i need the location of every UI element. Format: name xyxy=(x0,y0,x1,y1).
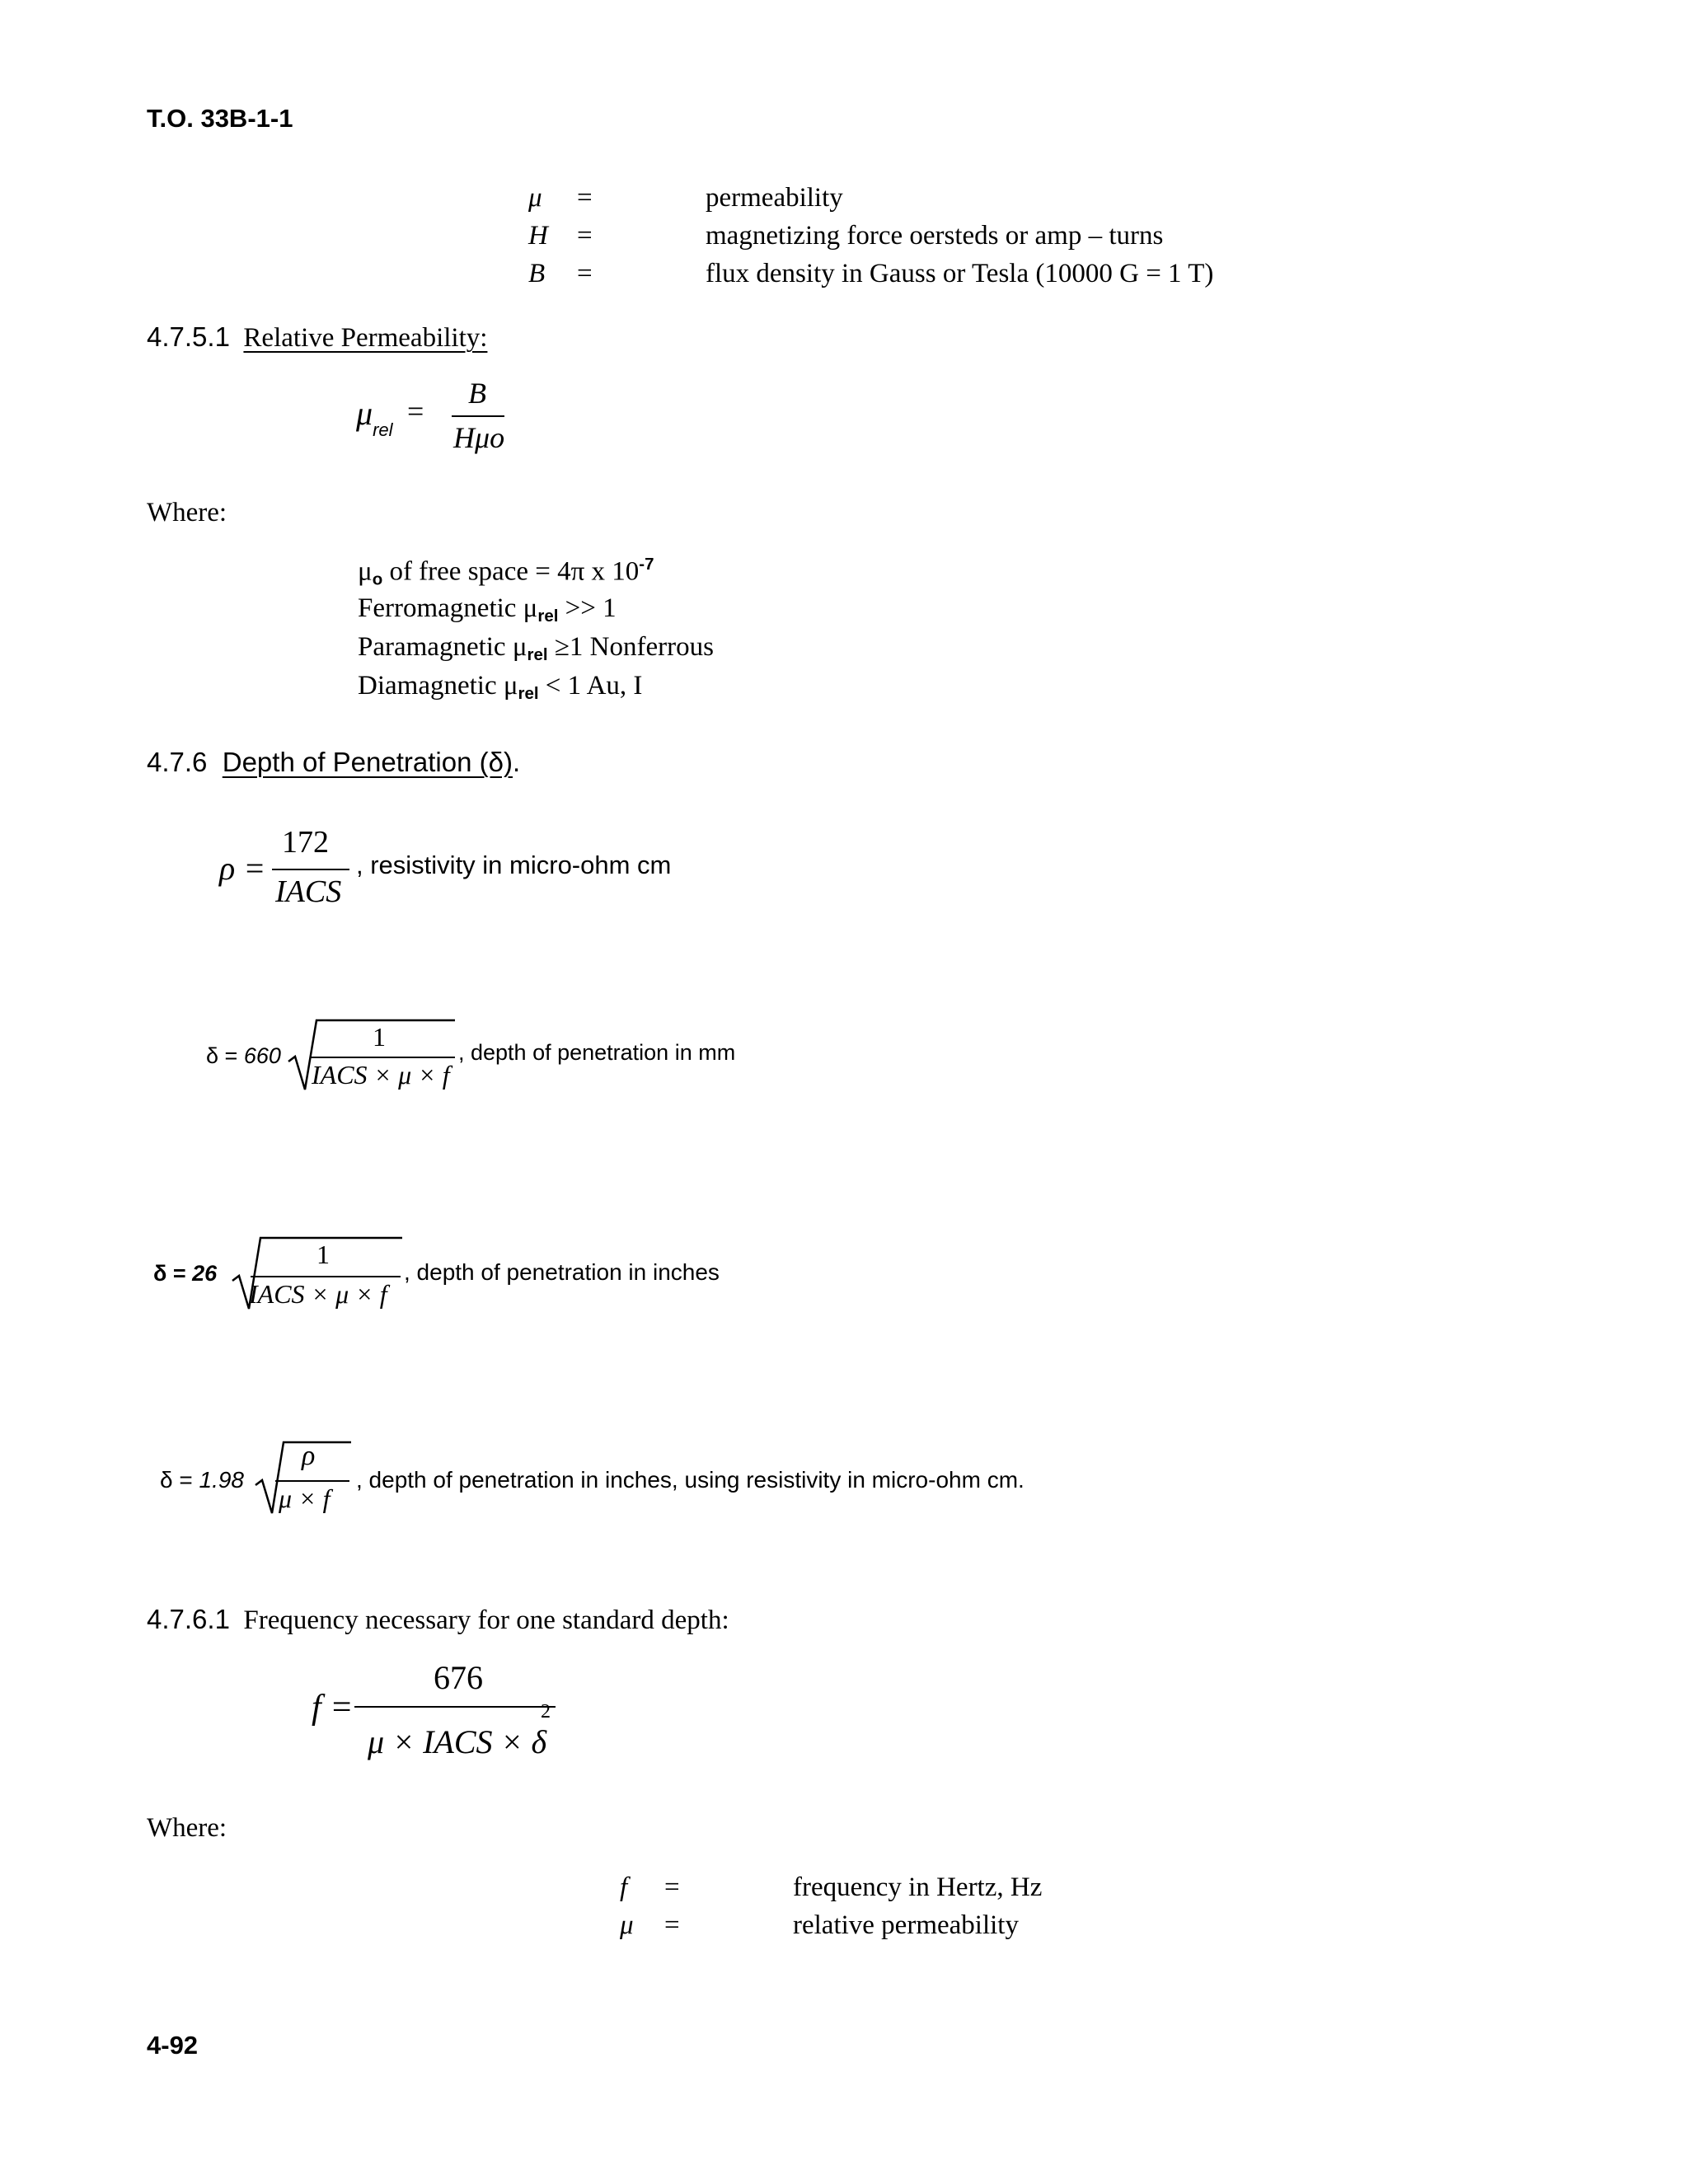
equation-denominator: IACS × μ × f xyxy=(249,1279,387,1309)
equation-lhs: ρ = xyxy=(219,850,266,887)
def-description: flux density in Gauss or Tesla (10000 G = 1 T) xyxy=(706,259,1214,288)
def-symbol: μ xyxy=(528,183,542,213)
def-description: relative permeability xyxy=(793,1910,1019,1940)
where-label: Where: xyxy=(147,1813,227,1843)
def-symbol: B xyxy=(528,259,546,288)
where-label: Where: xyxy=(147,498,227,527)
equation-numerator: 1 xyxy=(373,1022,386,1052)
section-title: Depth of Penetration (δ) xyxy=(222,747,513,777)
note-ferromagnetic: Ferromagnetic $\mu_{rel} >> 1$ xyxy=(358,593,617,626)
formula-equals: = xyxy=(407,395,424,428)
equation-numerator: 172 xyxy=(282,825,329,860)
def-symbol: H xyxy=(528,221,548,251)
formula-numerator: B xyxy=(468,377,486,410)
equation-lhs: δ = 1.98 xyxy=(160,1467,244,1493)
def-description: permeability xyxy=(706,183,843,213)
document-id: T.O. 33B-1-1 xyxy=(147,104,293,133)
section-heading-4751 xyxy=(147,321,487,354)
equation-description: , depth of penetration in inches, using resistivity in micro-ohm cm. xyxy=(356,1467,1025,1493)
section-number: 4.7.6.1 xyxy=(147,1604,230,1634)
equation-lhs: δ = 26 xyxy=(153,1261,218,1286)
section-title: Relative Permeability: xyxy=(243,323,488,353)
formula-lhs: $\mu_{rel}$ xyxy=(356,395,393,440)
def-description: magnetizing force oersteds or amp – turns xyxy=(706,221,1164,251)
fraction-bar xyxy=(310,1057,455,1058)
equation-description: , depth of penetration in inches xyxy=(404,1259,720,1285)
equation-numerator: ρ xyxy=(302,1441,316,1471)
def-description: frequency in Hertz, Hz xyxy=(793,1872,1043,1902)
equation-numerator: 1 xyxy=(316,1240,330,1269)
equation-denominator: IACS × μ × f xyxy=(312,1060,450,1090)
def-symbol: f xyxy=(620,1872,628,1902)
section-number: 4.7.5.1 xyxy=(147,321,230,352)
def-symbol: μ xyxy=(620,1910,634,1940)
def-equals: = xyxy=(577,259,593,288)
equation-denominator: IACS xyxy=(275,874,342,909)
equation-description: , resistivity in micro-ohm cm xyxy=(356,851,672,879)
def-equals: = xyxy=(577,183,593,213)
page-number: 4-92 xyxy=(147,2031,199,2060)
fraction-bar xyxy=(272,869,349,870)
equation-denominator: μ × f xyxy=(279,1483,331,1513)
section-heading-4761 xyxy=(147,1604,729,1636)
equation-exponent: 2 xyxy=(541,1701,551,1722)
fraction-bar xyxy=(452,415,504,417)
def-equals: = xyxy=(664,1910,680,1940)
note-free-space: $\mu_o$ of free space = 4π x $10^{-7}$ xyxy=(358,555,654,589)
equation-numerator: 676 xyxy=(434,1659,483,1696)
def-equals: = xyxy=(577,221,593,251)
equation-lhs: δ = 660 xyxy=(206,1043,281,1068)
equation-description: , depth of penetration in mm xyxy=(458,1040,736,1065)
formula-denominator: Hμo xyxy=(453,421,505,454)
def-equals: = xyxy=(664,1872,680,1902)
section-title: Frequency necessary for one standard depth: xyxy=(243,1605,729,1635)
section-heading-476: 4.7.6 Depth of Penetration (δ). xyxy=(147,747,521,777)
note-paramagnetic: Paramagnetic $\mu_{rel} \ge 1$ Nonferrous xyxy=(358,632,714,665)
equation-denominator: μ × IACS × δ xyxy=(368,1723,547,1760)
note-diamagnetic: Diamagnetic $\mu_{rel} < 1$ Au, I xyxy=(358,671,643,704)
fraction-bar xyxy=(354,1706,556,1708)
fraction-bar xyxy=(275,1480,349,1482)
section-number: 4.7.6 xyxy=(147,747,208,777)
equation-lhs: f = xyxy=(312,1689,354,1727)
fraction-bar xyxy=(251,1276,401,1277)
